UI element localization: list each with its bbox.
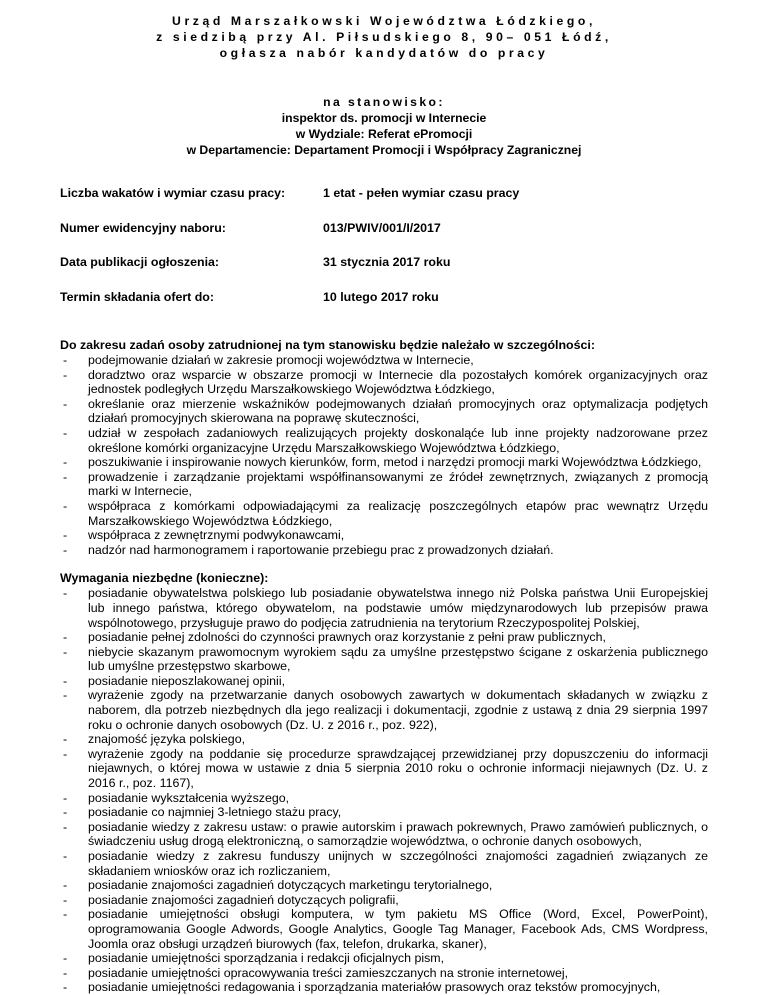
list-item: - współpraca z zewnętrznymi podwykonawcami, [60,528,708,543]
info-label: Termin składania ofert do: [60,289,214,304]
list-item: - podejmowanie działań w zakresie promocji województwa w Internecie, [60,353,708,368]
list-item: - wyrażenie zgody na przetwarzanie danych osobowych zawartych w dokumentach składanych w związku z naborem, dla potrzeb niezbędnych dla jego realizacji i dokumentacji, zgodnie z ustawą z dnia 29 sierpnia 1997 roku o ochronie danych osobowych (Dz. U. z 2016 r., poz. 922), [60,688,708,732]
requirements-title: Wymagania niezbędne (konieczne): [60,571,269,586]
info-label: Liczba wakatów i wymiar czasu pracy: [60,186,286,200]
list-item: - doradztwo oraz wsparcie w obszarze promocji w Internecie dla pozostałych komórek organizacyjnych oraz jednostek podległych Urzędu Marszałkowskiego Województwa Łódzkiego, [60,368,708,397]
duties-section [60,338,708,557]
list-item: - posiadanie nieposzlakowanej opinii, [60,674,708,689]
info-row [60,186,708,221]
list-item: - prowadzenie i zarządzanie projektami współfinansowanymi ze źródeł zewnętrznych, związanych z promocją marki w Internecie, [60,470,708,499]
requirements-list [60,586,708,995]
info-value: 013/PWIV/001/I/2017 [323,220,441,235]
requirements-section [60,571,708,995]
position-division: w Wydziale: Referat ePromocji [295,127,473,141]
position-intro: na stanowisko: [323,95,445,109]
list-item: - wyrażenie zgody na poddanie się procedurze sprawdzającej przewidzianej przy dopuszczeniu do informacji niejawnych, o której mowa w ustawie z dnia 5 sierpnia 2010 roku o ochronie informacji niejawnych (Dz. U. z 2016 r., poz. 1167), [60,747,708,791]
info-row [60,290,708,325]
position-title: inspektor ds. promocji w Internecie [281,111,487,125]
list-item: - posiadanie umiejętności redagowania i sporządzania materiałów prasowych oraz tekstów promocyjnych, [60,980,708,995]
info-table [60,186,708,324]
list-item: - określanie oraz mierzenie wskaźników podejmowanych działań promocyjnych oraz optymalizacja podjętych działań promocyjnych skierowana na poprawę skuteczności, [60,397,708,426]
list-item: - posiadanie umiejętności sporządzania i redakcji oficjalnych pism, [60,951,708,966]
list-item: - posiadanie umiejętności opracowywania treści zamieszczanych na stronie internetowej, [60,966,708,981]
list-item: - posiadanie co najmniej 3-letniego stażu pracy, [60,805,708,820]
position-block [60,94,708,158]
info-label: Data publikacji ogłoszenia: [60,255,220,269]
header-line-3: ogłasza nabór kandydatów do pracy [219,46,549,60]
info-row [60,255,708,290]
list-item: - posiadanie wykształcenia wyższego, [60,791,708,806]
list-item: - poszukiwanie i inspirowanie nowych kierunków, form, metod i narzędzi promocji marki Województwa Łódzkiego, [60,455,708,470]
info-value: 31 stycznia 2017 roku [323,255,451,269]
position-department: w Departamencie: Departament Promocji i Współpracy Zagranicznej [186,143,582,157]
list-item: - udział w zespołach zadaniowych realizujących projekty doskonaląće lub inne projekty nadzorowane przez określone komórki organizacyjne Urzędu Marszałkowskiego Województwa Łódzkiego, [60,426,708,455]
header-line-1: Urząd Marszałkowski Województwa Łódzkiego, [172,14,596,28]
list-item: - posiadanie pełnej zdolności do czynności prawnych oraz korzystanie z pełni praw publicznych, [60,630,708,645]
list-item: - posiadanie znajomości zagadnień dotyczących poligrafii, [60,893,708,908]
info-label: Numer ewidencyjny naboru: [60,220,226,235]
duties-list [60,353,708,557]
header-line-2: z siedzibą przy Al. Piłsudskiego 8, 90– 051 Łódź, [156,30,612,44]
info-row [60,221,708,256]
list-item: - nadzór nad harmonogramem i raportowanie przebiegu prac z prowadzonych działań. [60,543,708,558]
list-item: - współpraca z komórkami odpowiadającymi za realizację poszczególnych etapów prac wewnątrz Urzędu Marszałkowskiego Województwa Łódzkiego, [60,499,708,528]
list-item: - niebycie skazanym prawomocnym wyrokiem sądu za umyślne przestępstwo ścigane z oskarżenia publicznego lub umyślne przestępstwo skarbowe, [60,645,708,674]
announcement-header [60,0,708,61]
list-item: - posiadanie znajomości zagadnień dotyczących marketingu terytorialnego, [60,878,708,893]
list-item: - posiadanie umiejętności obsługi komputera, w tym pakietu MS Office (Word, Excel, PowerPoint), oprogramowania Google Adwords, Google Analytics, Google Tag Manager, Facebook Ads, CMS Wordpress, Joomla oraz obsługi urządzeń biurowych (fax, telefon, drukarka, skaner), [60,907,708,951]
duties-title: Do zakresu zadań osoby zatrudnionej na tym stanowisku będzie należało w szczególności: [60,338,595,352]
list-item: - posiadanie wiedzy z zakresu funduszy unijnych w szczególności znajomości zagadnień związanych ze składaniem wniosków oraz ich rozliczaniem, [60,849,708,878]
list-item: - znajomość języka polskiego, [60,732,708,747]
info-value: 1 etat - pełen wymiar czasu pracy [323,186,520,200]
list-item: - posiadanie wiedzy z zakresu ustaw: o prawie autorskim i prawach pokrewnych, Prawo zamówień publicznych, o świadczeniu usług drogą elektroniczną, o samorządzie województwa, o ochronie danych osobowych, [60,820,708,849]
list-item: - posiadanie obywatelstwa polskiego lub posiadanie obywatelstwa innego niż Polska państwa Unii Europejskiej lub innego państwa, którego obywatelom, na podstawie umów międzynarodowych lub przepisów prawa wspólnotowego, przysługuje prawo do podjęcia zatrudnienia na terytorium Rzeczypospolitej Polskiej, [60,586,708,630]
info-value: 10 lutego 2017 roku [323,289,439,304]
